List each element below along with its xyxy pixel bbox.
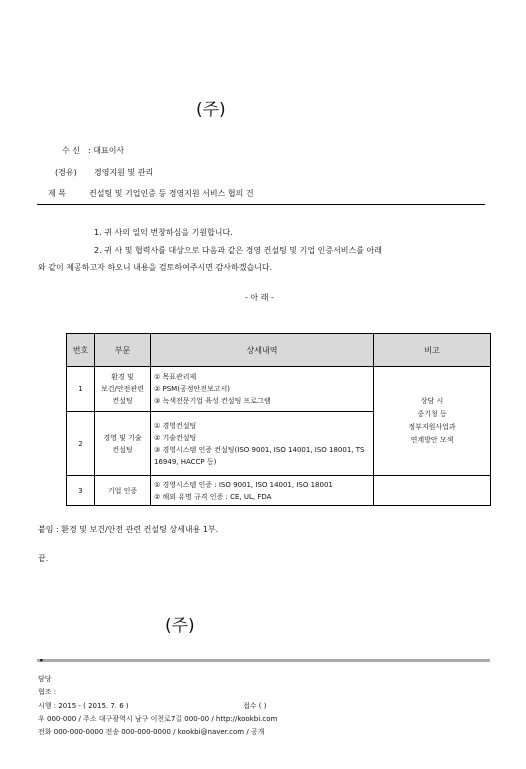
- footer-manager: 담당: [38, 675, 52, 683]
- footer-divider-thick: [37, 659, 490, 662]
- attachment-note: 붙임 : 환경 및 보건/안전 관련 컨설팅 상세내용 1부.: [38, 525, 219, 534]
- remarks-empty: [374, 476, 491, 506]
- detail-item: ② PSM(공정안전보고서): [154, 385, 231, 393]
- subject-label: 제 목: [48, 189, 66, 198]
- below-marker: - 아 래 -: [245, 293, 274, 302]
- row-section: 경영 및 기술 컨설팅: [95, 412, 151, 476]
- header-divider: [37, 204, 485, 205]
- footer-reception: 접수 ( ): [243, 702, 267, 710]
- recipient-label: 수 신: [62, 146, 80, 155]
- row-number: 1: [67, 367, 95, 412]
- header-remarks: 비고: [374, 334, 491, 367]
- footer-marker: ■: [40, 658, 43, 662]
- footer-cooperation: 협조 :: [38, 688, 57, 696]
- header-number: 번호: [67, 334, 95, 367]
- detail-item: ① 목표관리제: [154, 373, 197, 381]
- service-table: [66, 333, 491, 506]
- row-section: 기업 인증: [95, 476, 151, 506]
- detail-item: ③ 경영시스템 인증 컨설팅(ISO 9001, ISO 14001, ISO 18001, TS 16949, HACCP 등): [154, 445, 365, 466]
- row-number: 3: [67, 476, 95, 506]
- row-details: [151, 367, 374, 412]
- body-paragraph-1: 1. 귀 사의 일익 번창하심을 기원합니다.: [94, 228, 233, 237]
- company-name-top: (주): [196, 100, 226, 120]
- row-section: 환경 및 보건/안전관련 컨설팅: [95, 367, 151, 412]
- row-number: 2: [67, 412, 95, 476]
- body-paragraph-2a: 2. 귀 사 및 협력사를 대상으로 다음과 같은 경영 컨설팅 및 기업 인증서비스를 아래: [94, 246, 382, 255]
- remarks-cell: 상담 시 중기청 등 정부지원사업과 연계방안 모색: [374, 367, 491, 476]
- footer-address: 우 000-000 / 주소 대구광역시 남구 이천로7길 000-00 / http://kookbi.com: [38, 715, 278, 723]
- row-details: [151, 476, 374, 506]
- via-label: (경유): [55, 168, 77, 177]
- detail-item: ③ 녹색전문기업 육성 컨설팅 프로그램: [154, 397, 271, 405]
- detail-item: ② 기술컨설팅: [154, 433, 197, 442]
- detail-item: ② 해외 유명 규격 인증 : CE, UL, FDA: [154, 492, 272, 501]
- header-section: 부문: [95, 334, 151, 367]
- body-paragraph-2b: 와 같이 제공하고자 하오니 내용을 검토하여주시면 감사하겠습니다.: [38, 263, 273, 272]
- footer-enforcement: 시행 : 2015 - ( 2015. 7. 6 ): [38, 702, 129, 710]
- subject-value: 컨설팅 및 기업인증 등 경영지원 서비스 협의 건: [89, 189, 254, 198]
- header-details: 상세내역: [151, 334, 374, 367]
- row-details: [151, 412, 374, 476]
- company-name-bottom: (주): [165, 616, 195, 636]
- footer-contact: 전화 000-000-0000 전송 000-000-0000 / kookbi@naver.com / 공개: [38, 728, 265, 736]
- end-mark: 끝.: [38, 554, 49, 563]
- detail-item: ① 경영시스템 인증 : ISO 9001, ISO 14001, ISO 18001: [154, 480, 333, 489]
- recipient-value: : 대표이사: [88, 146, 125, 155]
- detail-item: ① 경영컨설팅: [154, 421, 197, 430]
- via-value: 경영지원 및 관리: [94, 168, 154, 177]
